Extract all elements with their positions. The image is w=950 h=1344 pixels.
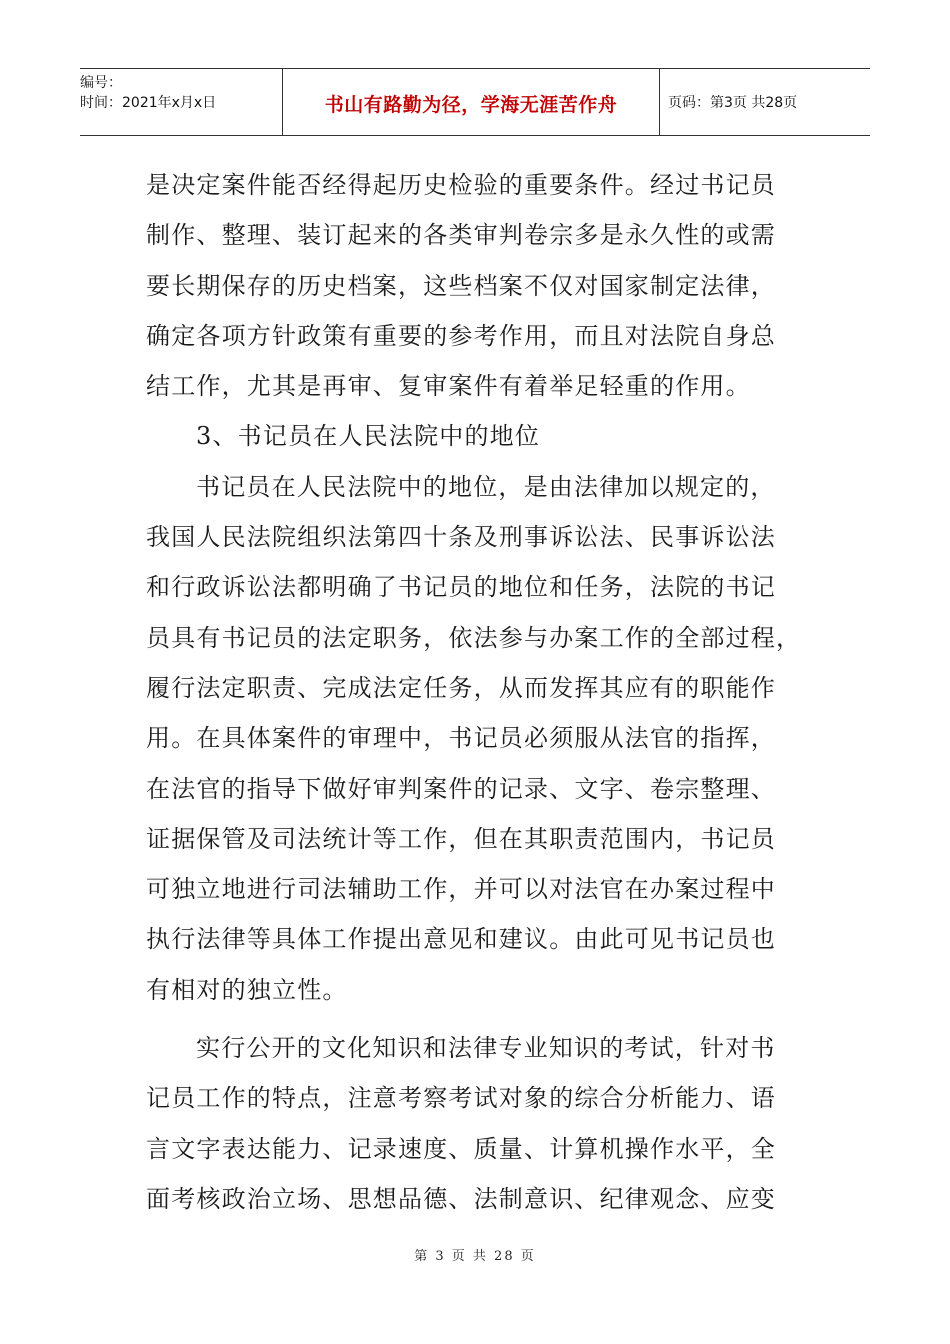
body-line: 可独立地进行司法辅助工作，并可以对法官在办案过程中 (146, 875, 776, 904)
page-footer: 第 3 页 共 28 页 (414, 1249, 536, 1264)
body-line: 用。在具体案件的审理中，书记员必须服从法官的指挥， (146, 724, 776, 753)
body-line: 言文字表达能力、记录速度、质量、计算机操作水平，全 (146, 1134, 776, 1163)
body-line: 员具有书记员的法定职务，依法参与办案工作的全部过程， (146, 623, 802, 652)
body-line: 实行公开的文化知识和法律专业知识的考试，针对书 (196, 1034, 776, 1063)
header-motto: 书山有路勤为径，学海无涯苦作舟 (283, 69, 660, 135)
body-line: 有相对的独立性。 (146, 975, 348, 1004)
page-header (80, 68, 870, 136)
body-line: 执行法律等具体工作提出意见和建议。由此可见书记员也 (146, 925, 776, 954)
header-meta-cell (80, 69, 283, 135)
body-line: 书记员在人民法院中的地位，是由法律加以规定的， (196, 472, 776, 501)
body-line: 制作、整理、装订起来的各类审判卷宗多是永久性的或需 (146, 221, 776, 250)
body-line: 证据保管及司法统计等工作，但在其职责范围内，书记员 (146, 824, 776, 853)
document-number-label: 编号： (80, 75, 122, 91)
body-line: 是决定案件能否经得起历史检验的重要条件。经过书记员 (146, 171, 776, 199)
header-page-info: 页码：第3页 共28页 (668, 95, 798, 111)
body-line: 确定各项方针政策有重要的参考作用，而且对法院自身总 (146, 321, 776, 350)
section-heading: 3、书记员在人民法院中的地位 (196, 422, 541, 451)
body-line: 记员工作的特点，注意考察考试对象的综合分析能力、语 (146, 1084, 776, 1113)
body-line: 和行政诉讼法都明确了书记员的地位和任务，法院的书记 (146, 573, 776, 602)
body-line: 在法官的指导下做好审判案件的记录、文字、卷宗整理、 (146, 774, 776, 803)
body-line: 结工作，尤其是再审、复审案件有着举足轻重的作用。 (146, 372, 751, 401)
body-line: 面考核政治立场、思想品德、法制意识、纪律观念、应变 (146, 1184, 776, 1213)
document-body (146, 160, 806, 1224)
document-time-label: 时间：2021年x月x日 (80, 95, 217, 111)
body-line: 要长期保存的历史档案，这些档案不仅对国家制定法律， (146, 271, 776, 300)
body-line: 履行法定职责、完成法定任务，从而发挥其应有的职能作 (146, 673, 776, 702)
body-line: 我国人民法院组织法第四十条及刑事诉讼法、民事诉讼法 (146, 523, 776, 552)
